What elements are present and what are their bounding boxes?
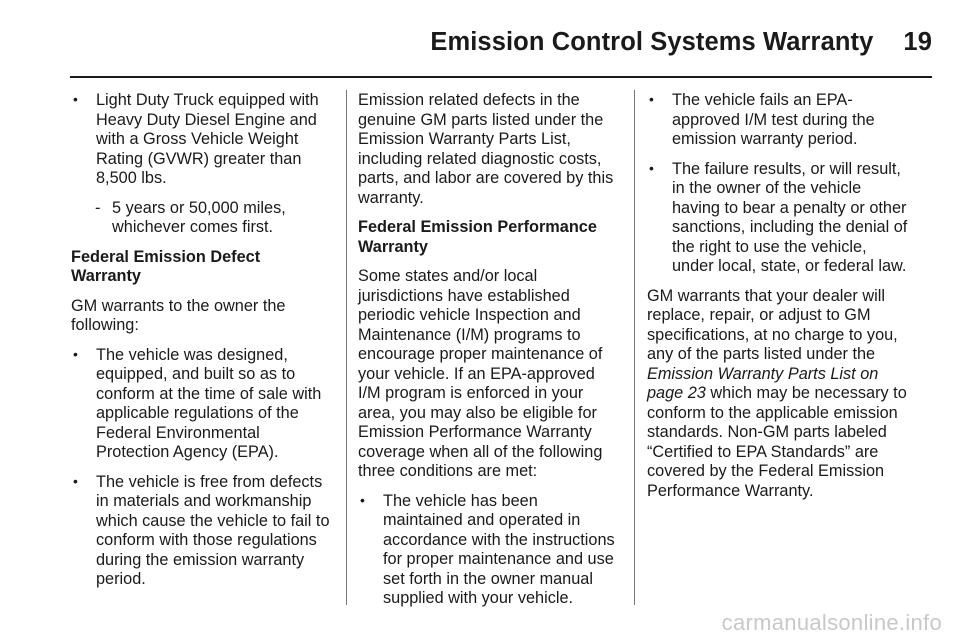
- list-item-text: The vehicle is free from defects in materials and workmanship which cause the vehicle to fail to conform with those regulations during the emission warranty period.: [96, 472, 330, 588]
- list-item-text: The vehicle was designed, equipped, and built so as to conform at the time of sale with applicable regulations of the Federal Environmental Protection Agency (EPA).: [96, 345, 322, 461]
- paragraph-text: which may be necessary to conform to the applicable emission standards. Non-GM parts labeled “Certified to EPA Standards” are covered by the Federal Emission Performance Warranty.: [647, 384, 907, 500]
- list-item-text: The failure results, or will result, in the owner of the vehicle having to bear a penalty or other sanctions, including the denial of the right to use the vehicle, under local, state, or federal law.: [672, 159, 908, 275]
- bullet-icon: •: [360, 491, 365, 508]
- bullet-icon: •: [649, 159, 654, 176]
- column-divider-1: [346, 90, 347, 605]
- sub-list-item: [71, 199, 331, 238]
- column-3: [647, 91, 912, 511]
- bullet-icon: •: [73, 472, 78, 489]
- dash-mark: -: [95, 198, 101, 217]
- parts-list-link[interactable]: Emission Warranty Parts List on page 23: [647, 364, 879, 402]
- watermark: carmanualsonline.info: [721, 610, 942, 635]
- column-divider-2: [634, 90, 635, 605]
- list-item: [71, 91, 331, 189]
- paragraph-text: GM warrants that your dealer will replace, repair, or adjust to GM specifications, at no charge to you, any of the parts listed under the: [647, 286, 898, 363]
- bullet-icon: •: [73, 91, 78, 107]
- page-title: Emission Control Systems Warranty: [430, 28, 874, 56]
- bullet-icon: •: [649, 91, 654, 107]
- paragraph: Some states and/or local jurisdictions have established periodic vehicle Inspection and Maintenance (I/M) programs to encourage proper maintenance of your vehicle. If an EPA-approved I/M program is enforced in your area, you may also be eligible for Emission Performance Warranty coverage when all of the following three conditions are met:: [358, 267, 603, 480]
- column-2: [358, 91, 620, 619]
- list-item: [71, 346, 331, 463]
- page-number: 19: [903, 28, 932, 56]
- list-item-text: The vehicle fails an EPA-approved I/M test during the emission warranty period.: [672, 91, 875, 148]
- list-item-text: The vehicle has been maintained and operated in accordance with the instructions for proper maintenance and use set forth in the owner manual supplied with your vehicle.: [383, 491, 615, 607]
- section-heading: Federal Emission Defect Warranty: [71, 247, 261, 285]
- list-item: [358, 492, 620, 609]
- column-1: [71, 91, 331, 600]
- bullet-icon: •: [73, 345, 78, 362]
- page-header: [360, 28, 932, 57]
- list-item: [647, 91, 912, 150]
- sub-list-item-text: 5 years or 50,000 miles, whichever comes first.: [112, 198, 286, 236]
- paragraph: GM warrants to the owner the following:: [71, 296, 286, 334]
- list-item: [71, 473, 331, 590]
- section-heading: Federal Emission Performance Warranty: [358, 218, 597, 256]
- paragraph: [647, 287, 912, 502]
- list-item-text: Light Duty Truck equipped with Heavy Duty Diesel Engine and with a Gross Vehicle Weight Rating (GVWR) greater than 8,500 lbs.: [96, 91, 319, 187]
- paragraph: Emission related defects in the genuine GM parts listed under the Emission Warranty Parts List, including related diagnostic costs, parts, and labor are covered by this warranty.: [358, 91, 614, 207]
- header-rule: [70, 76, 932, 78]
- list-item: [647, 160, 912, 277]
